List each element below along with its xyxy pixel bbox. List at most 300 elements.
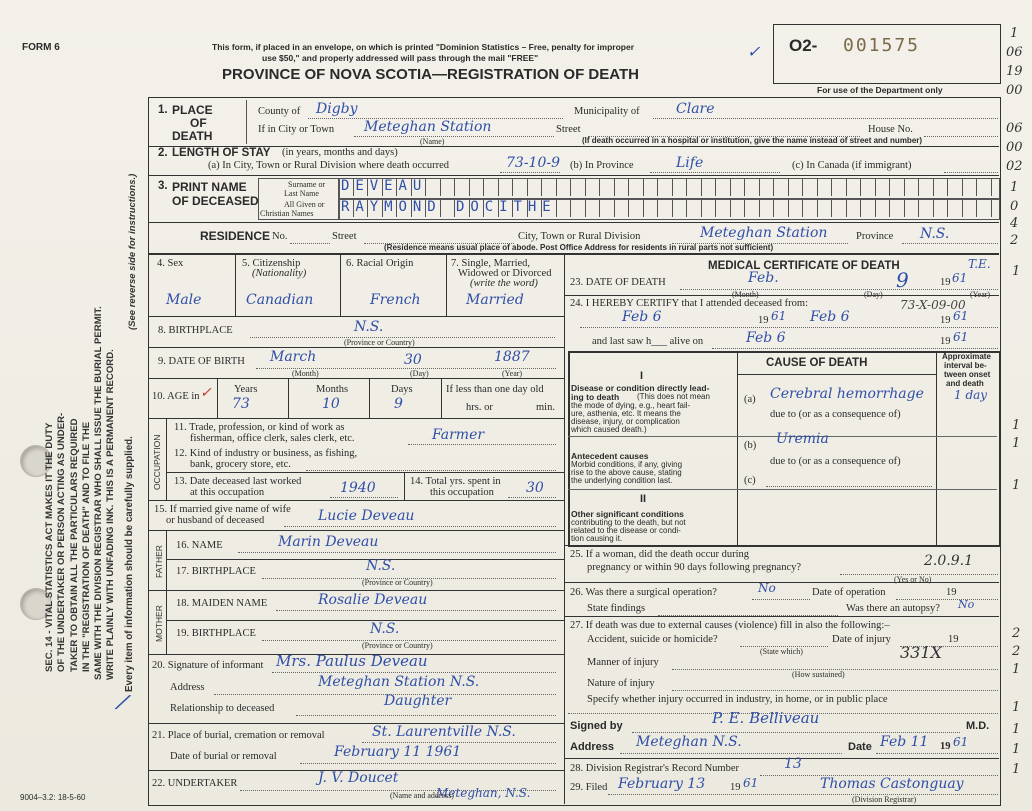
- registration-prefix: O2-: [789, 36, 818, 55]
- rule-2: [148, 175, 999, 176]
- given-label-2: Christian Names: [260, 209, 314, 218]
- occ-11-value: Farmer: [432, 427, 485, 443]
- rule-m3: [564, 582, 999, 583]
- last-saw-label: and last saw h___ alive on: [592, 336, 704, 347]
- stay-a-label: (a) In City, Town or Rural Division where death occurred: [208, 160, 449, 171]
- form-title: PROVINCE OF NOVA SCOTIA—REGISTRATION OF DEATH: [222, 66, 639, 83]
- attended-to: Feb 6: [810, 309, 850, 325]
- stay-c-line: [944, 172, 998, 173]
- yes-no-caption: (Yes or No): [894, 575, 932, 584]
- disease-label-7: which caused death.): [571, 425, 647, 434]
- burial-place-value: St. Laurentville N.S.: [372, 724, 516, 740]
- registration-number: 001575: [843, 35, 921, 56]
- form-number: FORM 6: [22, 42, 60, 53]
- marital-label-1: 7. Single, Married,: [451, 258, 531, 269]
- rule-3: [148, 222, 999, 223]
- dob-day-caption: (Day): [410, 369, 429, 378]
- filed-year: 61: [743, 776, 759, 790]
- undertaker-value: J. V. Doucet: [318, 770, 399, 786]
- origin-value: French: [370, 292, 421, 308]
- occupation-side-div: [166, 418, 167, 500]
- place-label: PLACE: [172, 103, 213, 117]
- informant-rel-line: [296, 715, 556, 716]
- marital-label-3: (write the word): [470, 278, 538, 289]
- informant-addr-label: Address: [170, 682, 205, 693]
- rule-11: [148, 590, 564, 591]
- burial-date-value: February 11 1961: [334, 744, 462, 760]
- attended-from-yy: 61: [771, 309, 787, 323]
- age-days: 9: [394, 396, 403, 412]
- mother-maiden-value: Rosalie Deveau: [318, 592, 428, 608]
- filed-label: 29. Filed: [570, 782, 608, 793]
- spouse-line: [284, 526, 556, 527]
- father-bp-label: 17. BIRTHPLACE: [176, 566, 256, 577]
- margin-code-20: 1: [1012, 722, 1021, 737]
- death-label: DEATH: [172, 129, 213, 143]
- act-line-3: TAKER TO OBTAIN ALL THE PARTICULARS REQUIRED: [68, 418, 80, 672]
- act-line-6: WRITE PLAINLY WITH UNFADING INK. THIS IS A PERMANENT RECORD.: [105, 349, 117, 680]
- residence-no-line: [290, 243, 330, 244]
- nature-label: Nature of injury: [587, 678, 655, 689]
- dob-month-caption: (Month): [292, 369, 319, 378]
- cause-a-value: Cerebral hemorrhage: [770, 386, 924, 402]
- filed-year-prefix: 19: [730, 782, 741, 793]
- reverse-side-note: (See reverse side for instructions.): [127, 173, 138, 330]
- residence-label: RESIDENCE: [200, 229, 271, 243]
- marital-value: Married: [466, 292, 524, 308]
- origin-label: 6. Racial Origin: [346, 258, 414, 269]
- spouse-label-2: or husband of deceased: [166, 515, 265, 526]
- residence-note: (Residence means usual place of abode. Post Office Address for residents in rural parts not sufficient): [384, 243, 774, 252]
- father-name-label: 16. NAME: [176, 540, 223, 551]
- code-73: 73-X-09-00: [900, 298, 966, 312]
- registrar-instruction-text: [93, 306, 118, 680]
- of-label: OF: [190, 116, 207, 130]
- dob-year: 1887: [494, 349, 530, 365]
- age-div-1: [217, 378, 218, 418]
- surname-value: DEVEAU: [341, 178, 428, 194]
- roman-ii: II: [640, 493, 647, 505]
- rule-father: [166, 559, 564, 560]
- min-label: min.: [536, 402, 555, 413]
- occ-13-value: 1940: [340, 480, 376, 496]
- findings-label: State findings: [587, 603, 646, 614]
- sign-date-label: Date: [848, 741, 872, 753]
- name-label-1: PRINT NAME: [172, 180, 247, 194]
- surname-label-1: Surname or: [288, 180, 326, 189]
- careful-supply-note: Every item of information should be carefully supplied.: [124, 436, 135, 692]
- q26-line: [752, 599, 810, 600]
- city-value: Meteghan Station: [364, 119, 492, 135]
- rule-6: [148, 347, 564, 348]
- stay-label: LENGTH OF STAY: [172, 147, 271, 159]
- dob-label: 9. DATE OF BIRTH: [158, 356, 245, 367]
- surname-grid: [338, 178, 1000, 199]
- code-331x: 331X: [900, 643, 942, 662]
- county-value: Digby: [316, 101, 358, 117]
- occ-12b: bank, grocery store, etc.: [190, 459, 291, 470]
- county-label: County of: [258, 106, 301, 117]
- margin-code-16: 2: [1012, 626, 1021, 641]
- given-label-1: All Given or: [284, 200, 325, 209]
- margin-code-18: 1: [1012, 662, 1021, 677]
- attended-to-yy: 61: [953, 309, 969, 323]
- margin-code-12: 1: [1012, 264, 1021, 279]
- physician-signature: P. E. Belliveau: [712, 709, 820, 727]
- sign-year: 61: [953, 735, 969, 749]
- margin-code-10: 4: [1010, 216, 1019, 231]
- registrar-signature: Thomas Castonguay: [820, 776, 964, 792]
- occ-13a: 13. Date deceased last worked: [174, 476, 302, 487]
- attended-from: Feb 6: [622, 309, 662, 325]
- less-day-label: If less than one day old: [446, 384, 544, 395]
- antecedent-label-3: rise to the above cause, stating: [571, 468, 682, 477]
- place-number: 1.: [158, 104, 168, 116]
- signed-line: [632, 732, 960, 733]
- residence-city-value: Meteghan Station: [700, 225, 828, 241]
- age-div-4: [441, 378, 442, 418]
- father-bp-value: N.S.: [366, 558, 396, 574]
- dob-month: March: [270, 349, 317, 365]
- sign-date-line: [876, 753, 998, 754]
- margin-code-22: 1: [1012, 762, 1021, 777]
- margin-code-8: 1: [1010, 180, 1019, 195]
- occupation-side-label: OCCUPATION: [152, 434, 162, 490]
- filed-date: February 13: [618, 776, 706, 792]
- margin-code-4: 00: [1006, 83, 1023, 98]
- margin-code-14: 1: [1012, 436, 1021, 451]
- residence-city-label: City, Town or Rural Division: [518, 231, 641, 242]
- age-div-3: [369, 378, 370, 418]
- antecedent-label-2: Morbid conditions, if any, giving: [571, 460, 683, 469]
- spouse-value: Lucie Deveau: [318, 508, 415, 524]
- years-label: Years: [234, 384, 258, 395]
- burial-date-line: [300, 763, 556, 764]
- q26-value: No: [758, 581, 776, 595]
- margin-code-11: 2: [1010, 233, 1019, 248]
- department-use-label: For use of the Department only: [817, 85, 943, 95]
- q25-line-1: 25. If a woman, did the death occur during: [570, 549, 750, 560]
- autopsy-label: Was there an autopsy?: [846, 603, 940, 614]
- injury-year-prefix: 19: [948, 634, 959, 645]
- residence-street-label: Street: [332, 231, 357, 242]
- name-caption: (Name): [420, 137, 445, 146]
- record-label: 28. Division Registrar's Record Number: [570, 763, 739, 774]
- registrar-caption: (Division Registrar): [852, 795, 917, 804]
- disease-label-6: disease, injury, or complication: [571, 417, 680, 426]
- margin-code-1: 1: [1010, 26, 1019, 41]
- filed-line: [608, 794, 998, 795]
- father-name-value: Marin Deveau: [278, 534, 379, 550]
- dob-day: 30: [404, 352, 422, 368]
- informant-rel-value: Daughter: [384, 693, 452, 709]
- death-year: 61: [952, 271, 968, 285]
- informant-sig-line: [272, 672, 556, 673]
- injury-date-label: Date of injury: [832, 634, 891, 645]
- occ-13b: at this occupation: [190, 487, 265, 498]
- margin-code-19: 1: [1012, 700, 1021, 715]
- father-bp-caption: (Province or Country): [362, 578, 433, 587]
- rule-mother: [166, 620, 564, 621]
- death-day-caption: (Day): [864, 290, 883, 299]
- rule-m1: [564, 295, 999, 296]
- stay-b-line: [650, 172, 780, 173]
- antecedent-label-4: the underlying condition last.: [571, 476, 673, 485]
- stay-a-line: [500, 172, 560, 173]
- mother-bp-caption: (Province or Country): [362, 641, 433, 650]
- act-line-2: OF THE UNDERTAKER OR PERSON ACTING AS UNDER-: [56, 412, 68, 672]
- stay-b-value: Life: [676, 155, 704, 171]
- col-div-citizen: [340, 254, 341, 316]
- father-side-label: FATHER: [154, 545, 164, 578]
- death-year-prefix: 19: [940, 277, 951, 288]
- margin-code-3: 19: [1006, 64, 1023, 79]
- rule-9: [148, 500, 564, 501]
- occ-11b: fisherman, office clerk, sales clerk, etc.: [190, 433, 355, 444]
- disease-label-3: (This does not mean: [637, 392, 710, 401]
- rule-m5: [564, 758, 999, 759]
- burial-date-label: Date of burial or removal: [170, 751, 277, 762]
- citizen-label-1: 5. Citizenship: [242, 258, 301, 269]
- disease-label-5: ure, asthenia, etc. It means the: [571, 409, 681, 418]
- due-to-label-b: due to (or as a consequence of): [770, 456, 901, 467]
- margin-code-21: 1: [1012, 742, 1021, 757]
- mail-notice-line-2: use $50," and properly addressed will pass through the mail "FREE": [262, 53, 539, 63]
- medical-title: MEDICAL CERTIFICATE OF DEATH: [708, 260, 900, 272]
- q25-line-2: pregnancy or within 90 days following pregnancy?: [587, 562, 802, 573]
- cause-div-right: [936, 351, 937, 545]
- cause-header-rule: [737, 374, 936, 375]
- name-label-2: OF DECEASED: [172, 194, 259, 208]
- center-divider: [564, 254, 565, 804]
- interval-label-3: tween onset: [944, 370, 991, 379]
- checkmark-top: ✓: [747, 42, 761, 61]
- mother-bp-label: 19. BIRTHPLACE: [176, 628, 256, 639]
- occ-11a: 11. Trade, profession, or kind of work as: [174, 422, 345, 433]
- col-div-origin: [446, 254, 447, 316]
- op-date-label: Date of operation: [812, 587, 886, 598]
- cause-div-left: [737, 351, 738, 545]
- act-line-1: SEC. 14 - VITAL STATISTICS ACT MAKES IT THE DUTY: [44, 422, 55, 672]
- cause-c-line: [766, 486, 932, 487]
- sign-year-prefix: 19: [940, 741, 951, 752]
- other-label-2: contributing to the death, but not: [571, 518, 686, 527]
- last-saw-yy: 61: [953, 330, 969, 344]
- op-year-prefix: 19: [946, 587, 957, 598]
- certify-line: [580, 327, 998, 328]
- cause-title: CAUSE OF DEATH: [766, 357, 868, 369]
- rule-m4: [564, 616, 999, 617]
- mother-maiden-label: 18. MAIDEN NAME: [176, 598, 268, 609]
- act-line-5: SAME WITH THE DIVISION REGISTRAR WHO SHALL ISSUE THE BURIAL PERMIT.: [93, 306, 104, 680]
- father-name-line: [238, 552, 556, 553]
- autopsy-value: No: [958, 598, 975, 611]
- antecedent-label-1: Antecedent causes: [571, 451, 649, 461]
- age-months: 10: [322, 396, 340, 412]
- residence-province-value: N.S.: [920, 226, 950, 242]
- q25-code: 2.0.9.1: [924, 553, 973, 569]
- rule-8: [148, 418, 564, 419]
- q26-label: 26. Was there a surgical operation?: [570, 587, 717, 598]
- months-label: Months: [316, 384, 349, 395]
- q27-label: 27. If death was due to external causes (violence) fill in also the following:–: [570, 620, 890, 631]
- interval-label-1: Approximate: [942, 352, 991, 361]
- municipality-line: [653, 118, 998, 119]
- birthplace-caption: (Province or Country): [344, 338, 415, 347]
- undertaker-address: Meteghan, N.S.: [436, 786, 531, 800]
- mother-bp-value: N.S.: [370, 621, 400, 637]
- stay-b-label: (b) In Province: [570, 160, 634, 171]
- occ-13-line: [330, 497, 398, 498]
- informant-rel-label: Relationship to deceased: [170, 703, 275, 714]
- citizen-label-2: (Nationality): [252, 268, 307, 279]
- dob-year-caption: (Year): [502, 369, 523, 378]
- address-label: Address: [570, 741, 615, 753]
- cause-c-label: (c): [744, 475, 756, 486]
- signed-label: Signed by: [570, 720, 623, 732]
- act-line-4: IN THE "REGISTRATION OF DEATH" AND TO FILE THE: [80, 421, 92, 672]
- rule-5: [148, 316, 564, 317]
- occ-13-div: [404, 472, 405, 500]
- stay-c-label: (c) In Canada (if immigrant): [792, 160, 912, 171]
- due-to-label-a: due to (or as a consequence of): [770, 409, 901, 420]
- informant-sig-value: Mrs. Paulus Deveau: [276, 652, 428, 670]
- rule-occ: [166, 472, 564, 473]
- death-year-caption: (Year): [970, 290, 991, 299]
- other-label-1: Other significant conditions: [571, 509, 684, 519]
- occ-14-value: 30: [526, 480, 544, 496]
- cause-b-label: (b): [744, 440, 757, 451]
- footer-code: 9004–3.2: 18-5-60: [20, 793, 86, 802]
- roman-i: I: [640, 370, 644, 382]
- sex-value: Male: [166, 292, 202, 308]
- last-saw-year: 19: [940, 336, 951, 347]
- stay-a-value: 73-10-9: [506, 155, 560, 171]
- disease-label-4: the mode of dying, e.g., heart fail-: [571, 401, 691, 410]
- disease-label-2: ing to death: [571, 392, 620, 402]
- date-of-death-line: [680, 289, 998, 290]
- name-address-caption: (Name and address): [390, 791, 454, 800]
- interval-label-4: and death: [946, 379, 984, 388]
- rule-4: [148, 253, 999, 255]
- given-value: RAYMOND DOCITHE: [341, 199, 557, 215]
- record-value: 13: [784, 756, 802, 772]
- margin-code-17: 2: [1012, 644, 1021, 659]
- spouse-label-1: 15. If married give name of wife: [154, 504, 291, 515]
- residence-no-label: No.: [272, 231, 288, 242]
- citizen-value: Canadian: [246, 292, 314, 308]
- age-div-2: [288, 378, 289, 418]
- burial-place-label: 21. Place of burial, cremation or removal: [152, 730, 325, 741]
- hrs-label: hrs. or: [466, 402, 493, 413]
- death-day: 9: [896, 268, 909, 292]
- attended-from-year: 19: [758, 315, 769, 326]
- margin-code-9: 0: [1010, 199, 1019, 214]
- margin-code-13: 1: [1012, 418, 1021, 433]
- margin-code-15: 1: [1012, 478, 1021, 493]
- margin-code-7: 02: [1006, 159, 1023, 174]
- municipality-label: Municipality of: [574, 106, 640, 117]
- hospital-note: (If death occurred in a hospital or institution, give the name instead of street and number): [582, 136, 923, 145]
- marital-label-2: Widowed or Divorced: [458, 268, 552, 279]
- occ-11-line: [408, 444, 556, 445]
- mother-side-label: MOTHER: [154, 605, 164, 642]
- death-month: Feb.: [748, 270, 779, 286]
- margin-code-2: 06: [1006, 45, 1023, 60]
- occ-14a: 14. Total yrs. spent in: [410, 476, 501, 487]
- blue-pencil-stroke: /: [114, 689, 131, 716]
- manner-label: Manner of injury: [587, 657, 659, 668]
- rule-m2: [564, 545, 999, 546]
- op-date-line: [896, 599, 998, 600]
- medical-mark: T.E.: [968, 257, 991, 271]
- attended-to-year: 19: [940, 315, 951, 326]
- house-label: House No.: [868, 124, 913, 135]
- mail-notice-line-1: This form, if placed in an envelope, on which is printed "Dominion Statistics – Free, penalty for improper: [212, 42, 635, 52]
- other-label-4: tion causing it.: [571, 534, 623, 543]
- last-saw-line: [712, 348, 998, 349]
- residence-province-line: [902, 243, 998, 244]
- municipality-value: Clare: [676, 101, 715, 117]
- cause-b-value: Uremia: [776, 431, 829, 447]
- nature-line: [672, 690, 998, 691]
- occ-12-line: [306, 470, 556, 471]
- death-month-caption: (Month): [732, 290, 759, 299]
- date-of-death-label: 23. DATE OF DEATH: [570, 277, 666, 288]
- occ-14-line: [508, 497, 556, 498]
- city-label: If in City or Town: [258, 124, 335, 135]
- undertaker-label: 22. UNDERTAKER: [152, 778, 238, 789]
- other-label-3: related to the disease or condi-: [571, 526, 681, 535]
- rule-7: [148, 378, 564, 379]
- mother-maiden-line: [276, 610, 556, 611]
- house-line: [924, 136, 998, 137]
- accident-label: Accident, suicide or homicide?: [587, 634, 718, 645]
- age-years: 73: [232, 396, 250, 412]
- age-label: 10. AGE in: [152, 391, 200, 402]
- sign-date-value: Feb 11: [880, 734, 929, 750]
- stay-number: 2.: [158, 147, 168, 159]
- cause-rule-b: [568, 489, 997, 490]
- margin-code-5: 06: [1006, 121, 1023, 136]
- how-sustained-caption: (How sustained): [792, 670, 845, 679]
- informant-addr-value: Meteghan Station N.S.: [318, 674, 480, 690]
- md-label: M.D.: [966, 720, 990, 732]
- vital-statistics-act-text: [44, 413, 93, 672]
- physician-address: Meteghan N.S.: [636, 734, 742, 750]
- address-line: [620, 753, 842, 754]
- days-label: Days: [391, 384, 413, 395]
- residence-province-label: Province: [856, 231, 894, 242]
- birthplace-value: N.S.: [354, 319, 384, 335]
- interval-label-2: interval be-: [944, 361, 987, 370]
- mother-side-div: [166, 590, 167, 654]
- informant-sig-label: 20. Signature of informant: [152, 660, 264, 671]
- city-line: [354, 136, 554, 137]
- specify-label: Specify whether injury occurred in industry, in home, or in public place: [587, 694, 888, 705]
- cause-a-interval: 1 day: [954, 388, 988, 402]
- rule-10: [148, 530, 564, 531]
- place-divider: [246, 100, 247, 144]
- father-side-div: [166, 530, 167, 590]
- state-which-caption: (State which): [760, 647, 803, 656]
- certify-label: 24. I HEREBY CERTIFY that I attended deceased from:: [570, 298, 808, 309]
- margin-code-6: 00: [1006, 140, 1023, 155]
- age-check: ✓: [200, 385, 212, 401]
- occ-14b: this occupation: [430, 487, 494, 498]
- last-saw-value: Feb 6: [746, 330, 786, 346]
- col-div-sex: [235, 254, 236, 316]
